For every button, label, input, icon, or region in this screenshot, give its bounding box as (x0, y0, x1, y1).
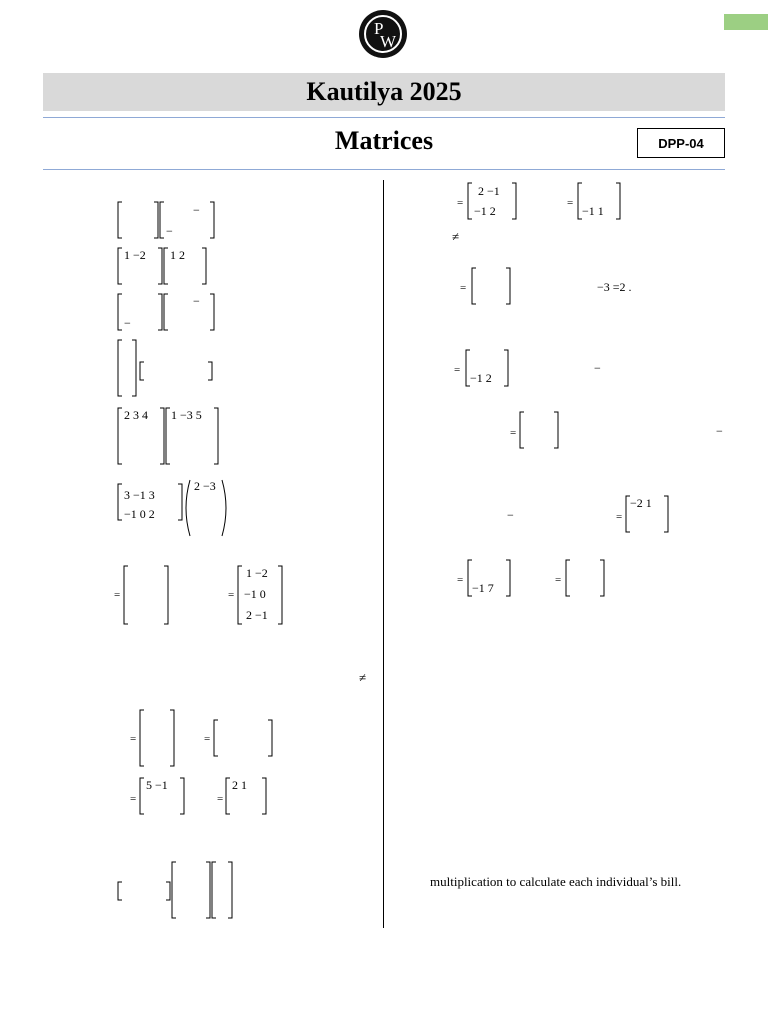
equals-sign: = (228, 589, 235, 601)
matrix-r1a-row-1: 2 −1 (478, 184, 500, 198)
matrix-brackets-10 (116, 860, 240, 922)
equals-sign: = (130, 733, 137, 745)
equals-sign: = (130, 793, 137, 805)
matrix-9b-row: 2 1 (232, 778, 247, 792)
matrix-brackets-r2 (470, 266, 516, 308)
left-column (0, 0, 383, 1024)
equals-sign: = (217, 793, 224, 805)
matrix-3b-entry: − (193, 294, 200, 308)
matrix-5b-row: 1 −3 5 (171, 408, 202, 422)
dash-fragment: − (594, 361, 601, 375)
matrix-r6a-row: −1 7 (472, 581, 494, 595)
page-title: Kautilya 2025 (43, 73, 725, 111)
matrix-6-col: 2 −3 (194, 479, 216, 493)
matrix-3a-entry: − (124, 316, 131, 330)
equals-sign: = (460, 282, 467, 294)
matrix-brackets-7a (122, 564, 174, 628)
matrix-r1b-row: −1 1 (582, 204, 604, 218)
matrix-r5-row: −2 1 (630, 496, 652, 510)
equals-sign: = (454, 364, 461, 376)
equals-sign: = (616, 511, 623, 523)
matrix-brackets-r4 (518, 410, 564, 452)
matrix-brackets-r6b (564, 558, 610, 600)
dash-fragment: − (507, 508, 514, 522)
logo-letter-p: P (374, 19, 384, 38)
matrix-brackets-8a (138, 708, 178, 770)
matrix-r3-row: −1 2 (470, 371, 492, 385)
equals-sign: = (204, 733, 211, 745)
matrix-brackets-8b (212, 718, 276, 760)
equals-sign: = (457, 574, 464, 586)
equals-sign: = (114, 589, 121, 601)
dash-fragment: − (716, 424, 723, 438)
matrix-r1a-row-2: −1 2 (474, 204, 496, 218)
dpp-badge: DPP-04 (637, 128, 725, 158)
matrix-2a-row: 1 −2 (124, 248, 146, 262)
matrix-6-row-2: −1 0 2 (124, 507, 155, 521)
matrix-5a-row: 2 3 4 (124, 408, 148, 422)
matrix-2b-row: 1 2 (170, 248, 185, 262)
matrix-brackets-4 (116, 338, 220, 400)
equals-sign: = (510, 427, 517, 439)
matrix-brackets-3 (116, 292, 220, 334)
matrix-9a-row: 5 −1 (146, 778, 168, 792)
page-subtitle: Matrices (334, 126, 434, 155)
matrix-1-entry-b: − (166, 224, 173, 238)
not-equal-sign: ≠ (452, 229, 460, 244)
right-column (384, 0, 768, 1024)
matrix-brackets-9b (224, 776, 270, 818)
matrix-7b-row-1: 1 −2 (246, 566, 268, 580)
not-equal-sign: ≠ (359, 670, 367, 685)
equals-sign: = (567, 197, 574, 209)
matrix-1-entry: − (193, 203, 200, 217)
equals-sign: = (555, 574, 562, 586)
expression-fragment: −3 =2 . (597, 280, 632, 294)
matrix-7b-row-2: −1 0 (244, 587, 266, 601)
equals-sign: = (457, 197, 464, 209)
matrix-6-row-1: 3 −1 3 (124, 488, 155, 502)
bill-text: multiplication to calculate each individual’s bill. (430, 874, 682, 889)
matrix-7b-row-3: 2 −1 (246, 608, 268, 622)
logo-letter-w: W (380, 32, 397, 51)
